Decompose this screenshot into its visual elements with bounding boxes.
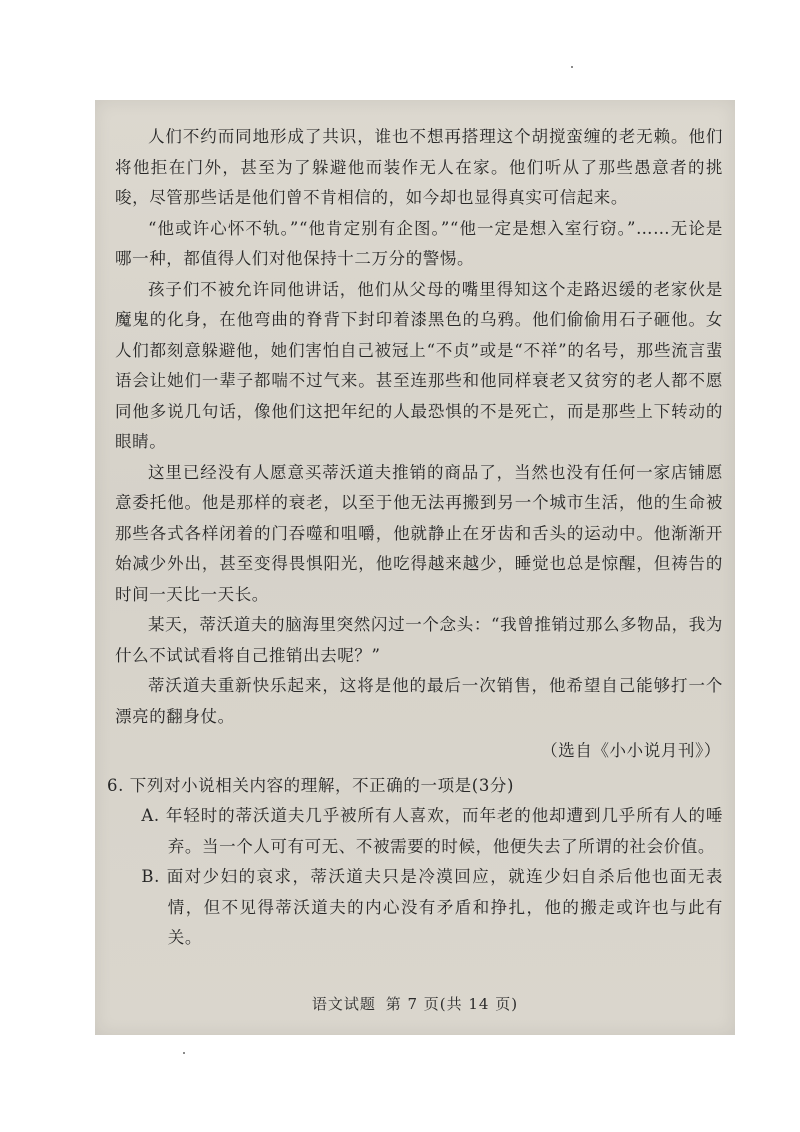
footer-subject: 语文试题 xyxy=(311,995,376,1013)
story-paragraph: 人们不约而同地形成了共识，谁也不想再搭理这个胡搅蛮缠的老无赖。他们将他拒在门外，甚至为了躲避他而装作无人在家。他们听从了那些愚意者的挑唆，尽管那些话是他们曾不肯相信的，如今却也显得真实可信起来。 xyxy=(115,127,723,207)
page-footer xyxy=(95,993,735,1014)
footer-page-number: 第 7 页(共 14 页) xyxy=(385,995,519,1013)
scanned-page xyxy=(95,100,735,1035)
option-b: B. 面对少妇的哀求，蒂沃道夫只是冷漠回应，就连少妇自杀后他也面无表情，但不见得蒂沃道夫的内心没有矛盾和挣扎，他的搬走或许也与此有关。 xyxy=(141,867,723,947)
scan-speck xyxy=(571,66,573,68)
story-paragraph: 这里已经没有人愿意买蒂沃道夫推销的商品了，当然也没有任何一家店铺愿意委托他。他是那样的衰老，以至于他无法再搬到另一个城市生活，他的生命被那些各式各样闭着的门吞噬和咀嚼，他就静止在牙齿和舌头的运动中。他渐渐开始减少外出，甚至变得畏惧阳光，他吃得越来越少，睡觉也总是惊醒，但祷告的时间一天比一天长。 xyxy=(115,462,723,604)
question-6: 6. 下列对小说相关内容的理解，不正确的一项是(3分) xyxy=(107,775,515,795)
story-paragraph: “他或许心怀不轨。”“他肯定别有企图。”“他一定是想入室行窃。”……无论是哪一种，都值得人们对他保持十二万分的警惕。 xyxy=(115,218,723,268)
scan-speck xyxy=(183,1052,185,1054)
source-citation: （选自《小小说月刊》） xyxy=(541,741,721,760)
story-paragraph: 孩子们不被允许同他讲话，他们从父母的嘴里得知这个走路迟缓的老家伙是魔鬼的化身，在他弯曲的脊背下封印着漆黑色的乌鸦。他们偷偷用石子砸他。女人们都刻意躲避他，她们害怕自己被冠上“不贞”或是“不祥”的名号，那些流言蜚语会让她们一辈子都喘不过气来。甚至连那些和他同样衰老又贫穷的老人都不愿同他多说几句话，像他们这把年纪的人最恐惧的不是死亡，而是那些上下转动的眼睛。 xyxy=(115,279,723,451)
exam-body xyxy=(107,122,723,954)
option-a: A. 年轻时的蒂沃道夫几乎被所有人喜欢，而年老的他却遭到几乎所有人的唾弃。当一个人可有可无、不被需要的时候，他便失去了所谓的社会价值。 xyxy=(141,806,723,856)
story-paragraph: 某天，蒂沃道夫的脑海里突然闪过一个念头：“我曾推销过那么多物品，我为什么不试试看将自己推销出去呢？” xyxy=(115,615,723,665)
story-paragraph: 蒂沃道夫重新快乐起来，这将是他的最后一次销售，他希望自己能够打一个漂亮的翻身仗。 xyxy=(115,676,723,726)
